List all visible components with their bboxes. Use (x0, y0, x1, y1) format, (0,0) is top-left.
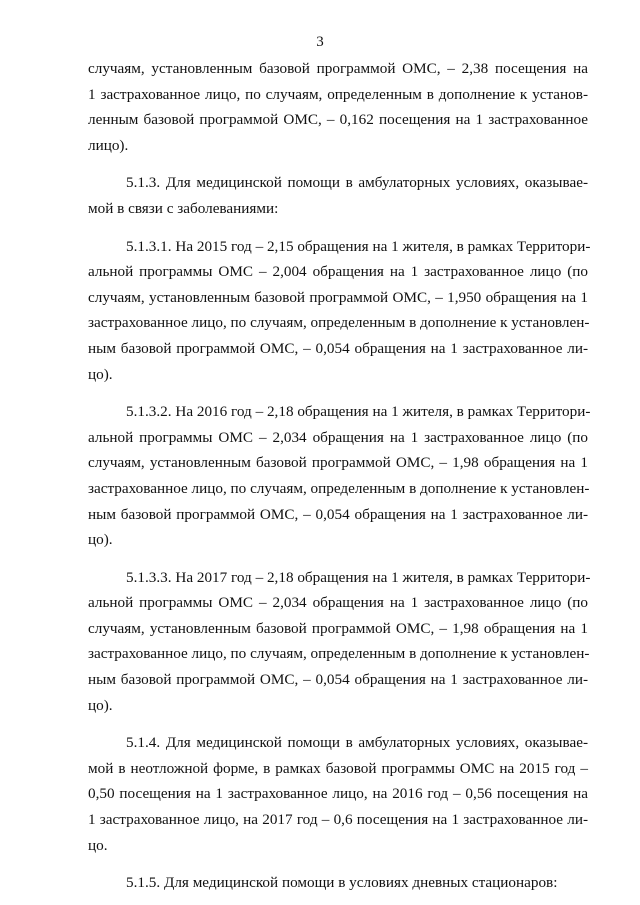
text-line: застрахованное лицо, по случаям, определенным в дополнение к установлен- (88, 479, 590, 497)
text-line: случаям, установленным базовой программой ОМС, – 1,950 обращения на 1 (88, 288, 588, 306)
text-line: 5.1.5. Для медицинской помощи в условиях дневных стационаров: (126, 874, 558, 892)
page-number: 3 (316, 34, 324, 50)
text-line: альной программы ОМС – 2,034 обращения на 1 застрахованное лицо (по (88, 594, 588, 612)
text-line: лицо). (88, 136, 129, 154)
text-line: 1 застрахованное лицо, по случаям, определенным в дополнение к установ- (88, 85, 588, 103)
paragraph-5-1-5 (88, 870, 588, 896)
text-line: 5.1.3. Для медицинской помощи в амбулаторных условиях, оказывае- (126, 174, 588, 192)
text-line: ным базовой программой ОМС, – 0,054 обращения на 1 застрахованное ли- (88, 339, 588, 357)
text-line: цо). (88, 696, 113, 714)
paragraph-5-1-3 (88, 170, 588, 221)
text-line: ным базовой программой ОМС, – 0,054 обращения на 1 застрахованное ли- (88, 505, 588, 523)
text-line: цо). (88, 365, 113, 383)
text-line: 5.1.3.3. На 2017 год – 2,18 обращения на 1 жителя, в рамках Территори- (126, 568, 591, 586)
paragraph-5-1-3-3 (88, 565, 591, 719)
text-line: 5.1.3.1. На 2015 год – 2,15 обращения на 1 жителя, в рамках Территори- (126, 237, 591, 255)
text-line: 5.1.3.2. На 2016 год – 2,18 обращения на 1 жителя, в рамках Территори- (126, 403, 591, 421)
document-body (88, 56, 591, 896)
paragraph-5-1-4 (88, 730, 588, 858)
text-line: ным базовой программой ОМС, – 0,054 обращения на 1 застрахованное ли- (88, 671, 588, 689)
text-line: ленным базовой программой ОМС, – 0,162 посещения на 1 застрахованное (88, 111, 588, 129)
text-line: случаям, установленным базовой программой ОМС, – 2,38 посещения на (88, 60, 588, 77)
text-line: альной программы ОМС – 2,034 обращения на 1 застрахованное лицо (по (88, 428, 588, 446)
text-line: альной программы ОМС – 2,004 обращения на 1 застрахованное лицо (по (88, 263, 588, 281)
paragraph-5-1-3-1 (88, 234, 591, 388)
text-line: 1 застрахованное лицо, на 2017 год – 0,6 посещения на 1 застрахованное ли- (88, 811, 588, 829)
text-line: мой в неотложной форме, в рамках базовой программы ОМС на 2015 год – (88, 759, 588, 777)
paragraph-5-1-3-2 (88, 399, 591, 553)
text-line: цо). (88, 531, 113, 549)
text-line: застрахованное лицо, по случаям, определенным в дополнение к установлен- (88, 645, 590, 663)
text-line: 0,50 посещения на 1 застрахованное лицо, на 2016 год – 0,56 посещения на (88, 785, 588, 803)
text-line: мой в связи с заболеваниями: (88, 199, 279, 217)
text-line: случаям, установленным базовой программой ОМС, – 1,98 обращения на 1 (88, 454, 588, 472)
text-line: цо. (88, 836, 108, 854)
text-line: случаям, установленным базовой программой ОМС, – 1,98 обращения на 1 (88, 619, 588, 637)
paragraph-continuation (88, 56, 588, 158)
text-line: застрахованное лицо, по случаям, определенным в дополнение к установлен- (88, 314, 590, 332)
text-line: 5.1.4. Для медицинской помощи в амбулаторных условиях, оказывае- (126, 734, 588, 752)
